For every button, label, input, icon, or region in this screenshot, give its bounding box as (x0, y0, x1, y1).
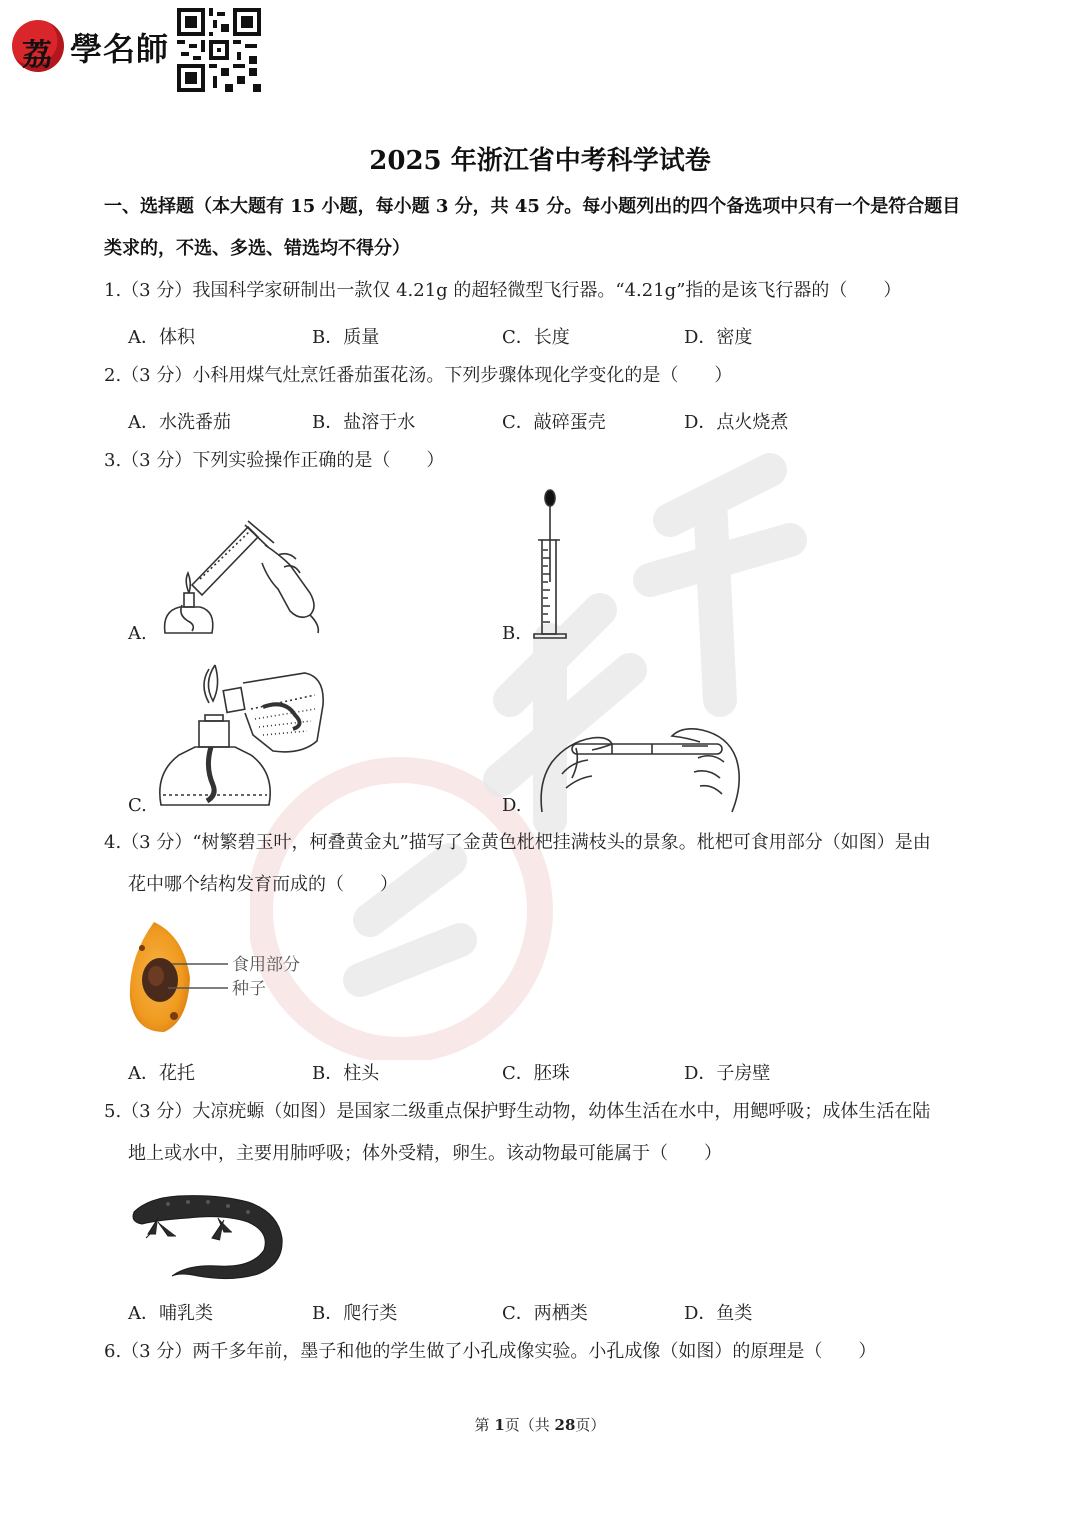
question-5-stem-line2: 地上或水中，主要用肺呼吸；体外受精，卵生。该动物最可能属于（ ） (128, 1143, 722, 1164)
q5-option-a: A．哺乳类 (128, 1303, 213, 1324)
q2-option-d: D．点火烧煮 (684, 412, 789, 433)
figure-lighting-alcohol-lamp (155, 655, 330, 815)
q2-option-c: C．敲碎蛋壳 (502, 412, 606, 433)
q5-option-b: B．爬行类 (312, 1303, 398, 1324)
q2-option-b: B．盐溶于水 (312, 412, 416, 433)
question-5-stem-line1: 5.（3 分）大凉疣螈（如图）是国家二级重点保护野生动物，幼体生活在水中，用鳃呼吸；成体生活在陆 (104, 1101, 931, 1122)
question-4-stem-line2: 花中哪个结构发育而成的（ ） (128, 874, 398, 895)
figure-hands-test-tube (532, 722, 747, 814)
q5-option-c: C．两栖类 (502, 1303, 588, 1324)
q3-option-a: A. (128, 623, 147, 644)
q4-option-a: A．花托 (128, 1063, 195, 1084)
footer-total-pages: 28 (554, 1416, 576, 1434)
figure-label-seed: 种子 (232, 979, 266, 999)
q3-option-d: D. (502, 795, 522, 816)
brand-logo (12, 8, 272, 90)
footer-suffix: 页） (575, 1416, 606, 1434)
logo-char: 荔 (22, 38, 52, 73)
figure-heating-test-tube (150, 515, 330, 645)
q4-option-d: D．子房壁 (684, 1063, 771, 1084)
logo-text: 學名師 (70, 30, 170, 68)
question-4-stem-line1: 4.（3 分）“树繁碧玉叶，柯叠黄金丸”描写了金黄色枇杷挂满枝头的景象。枇杷可食用部分（如图）是由 (104, 832, 931, 853)
figure-label-edible: 食用部分 (232, 955, 300, 975)
footer-page-number: 1 (494, 1416, 505, 1434)
figure-graduated-cylinder (520, 484, 580, 644)
q5-option-d: D．鱼类 (684, 1303, 753, 1324)
page-title: 2025 年浙江省中考科学试卷 (369, 146, 711, 176)
section-heading-line1: 一、选择题（本大题有 15 小题，每小题 3 分，共 45 分。每小题列出的四个备选项中只有一个是符合题目 (104, 196, 961, 217)
qr-code-icon (177, 8, 261, 92)
footer-prefix: 第 (474, 1416, 495, 1434)
question-3-stem: 3.（3 分）下列实验操作正确的是（ ） (104, 450, 445, 471)
question-2-stem: 2.（3 分）小科用煤气灶烹饪番茄蛋花汤。下列步骤体现化学变化的是（ ） (104, 365, 733, 386)
q1-option-b: B．质量 (312, 327, 380, 348)
q3-option-c: C. (128, 795, 147, 816)
question-1-stem: 1.（3 分）我国科学家研制出一款仅 4.21g 的超轻微型飞行器。“4.21g”指的是该飞行器的（ ） (104, 280, 902, 301)
q4-option-b: B．柱头 (312, 1063, 380, 1084)
q4-option-c: C．胚珠 (502, 1063, 570, 1084)
figure-newt (128, 1178, 288, 1283)
question-6-stem: 6.（3 分）两千多年前，墨子和他的学生做了小孔成像实验。小孔成像（如图）的原理是（ ） (104, 1341, 877, 1362)
q1-option-a: A．体积 (128, 327, 195, 348)
q1-option-d: D．密度 (684, 327, 753, 348)
q1-option-c: C．长度 (502, 327, 570, 348)
page-footer (0, 1414, 1080, 1435)
q2-option-a: A．水洗番茄 (128, 412, 231, 433)
section-heading-line2: 类求的，不选、多选、错选均不得分） (104, 238, 410, 259)
q3-option-b: B. (502, 623, 521, 644)
figure-loquat-cross-section (124, 918, 324, 1038)
footer-middle: 页（共 (504, 1416, 555, 1434)
